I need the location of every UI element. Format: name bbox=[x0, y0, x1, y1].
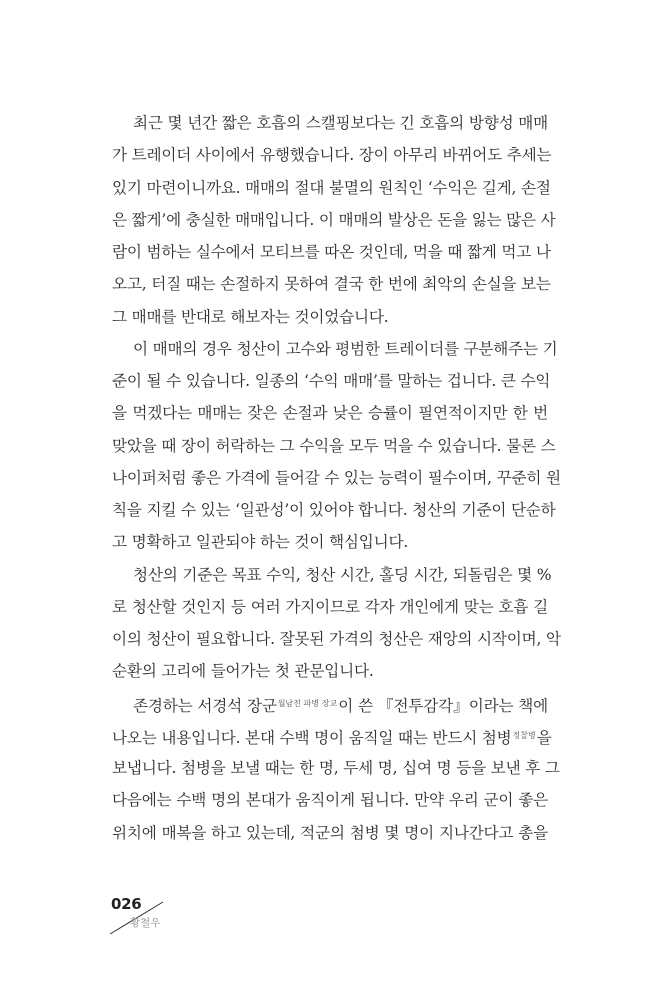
text-line: 오고, 터질 때는 손절하지 못하여 결국 한 번에 최악의 손실을 보는 bbox=[112, 275, 551, 294]
page-number: 026 bbox=[111, 895, 142, 913]
page-footer bbox=[108, 893, 178, 943]
text-line: 은 짧게’에 충실한 매매입니다. 이 매매의 발상은 돈을 잃는 많은 사 bbox=[112, 210, 556, 229]
text-line: 을 먹겠다는 매매는 잦은 손절과 낮은 승률이 필연적이지만 한 번 bbox=[112, 404, 548, 423]
annotation-superscript: 정찰병 bbox=[512, 730, 536, 740]
annotation-superscript: 월남전 파병 장교 bbox=[277, 698, 338, 708]
text-line: 이 매매의 경우 청산이 고수와 평범한 트레이더를 구분해주는 기 bbox=[133, 339, 558, 358]
text-line: 보냅니다. 첨병을 보낼 때는 한 명, 두세 명, 십여 명 등을 보낸 후 그 bbox=[112, 759, 560, 777]
text-line: 람이 범하는 실수에서 모티브를 따온 것인데, 먹을 때 짧게 먹고 나 bbox=[112, 243, 551, 261]
text-segment: 존경하는 서경석 장군 bbox=[133, 696, 277, 715]
text-line bbox=[112, 688, 548, 720]
text-line: 청산의 기준은 목표 수익, 청산 시간, 홀딩 시간, 되돌림은 몇 % bbox=[133, 565, 552, 584]
text-line bbox=[112, 720, 552, 752]
text-line: 칙을 지킬 수 있는 ‘일관성’이 있어야 합니다. 청산의 기준이 단순하 bbox=[112, 501, 556, 519]
text-line: 최근 몇 년간 짧은 호흡의 스캘핑보다는 긴 호흡의 방향성 매매 bbox=[133, 114, 548, 132]
text-line: 맞았을 때 장이 허락하는 그 수익을 모두 먹을 수 있습니다. 물론 스 bbox=[112, 436, 556, 455]
text-line: 준이 될 수 있습니다. 일종의 ‘수익 매매’를 말하는 겁니다. 큰 수익 bbox=[112, 372, 551, 390]
text-segment: 나오는 내용입니다. 본대 수백 명이 움직일 때는 반드시 첨병 bbox=[112, 728, 512, 747]
text-line: 고 명확하고 일관되야 하는 것이 핵심입니다. bbox=[112, 533, 409, 552]
text-line: 다음에는 수백 명의 본대가 움직이게 됩니다. 만약 우리 군이 좋은 bbox=[112, 791, 548, 810]
text-line: 있기 마련이니까요. 매매의 절대 불멸의 원칙인 ‘수익은 길게, 손절 bbox=[112, 178, 551, 197]
text-line: 그 매매를 반대로 해보자는 것이었습니다. bbox=[112, 307, 389, 326]
text-line: 가 트레이더 사이에서 유행했습니다. 장이 아무리 바뀌어도 추세는 bbox=[112, 146, 552, 165]
body-text bbox=[112, 107, 561, 849]
text-segment: 이 쓴 『전투감각』이라는 책에 bbox=[338, 696, 548, 715]
text-segment: 을 bbox=[536, 728, 552, 747]
author-name: 황철우 bbox=[130, 917, 161, 929]
text-line: 위치에 매복을 하고 있는데, 적군의 첨병 몇 명이 지나간다고 총을 bbox=[112, 823, 548, 842]
text-line: 이의 청산이 필요합니다. 잘못된 가격의 청산은 재앙의 시작이며, 악 bbox=[112, 630, 561, 648]
text-line: 나이퍼처럼 좋은 가격에 들어갈 수 있는 능력이 필수이며, 꾸준히 원 bbox=[112, 468, 561, 487]
text-line: 로 청산할 것인지 등 여러 가지이므로 각자 개인에게 맞는 호흡 길 bbox=[112, 597, 548, 616]
text-line: 순환의 고리에 들어가는 첫 관문입니다. bbox=[112, 662, 374, 681]
